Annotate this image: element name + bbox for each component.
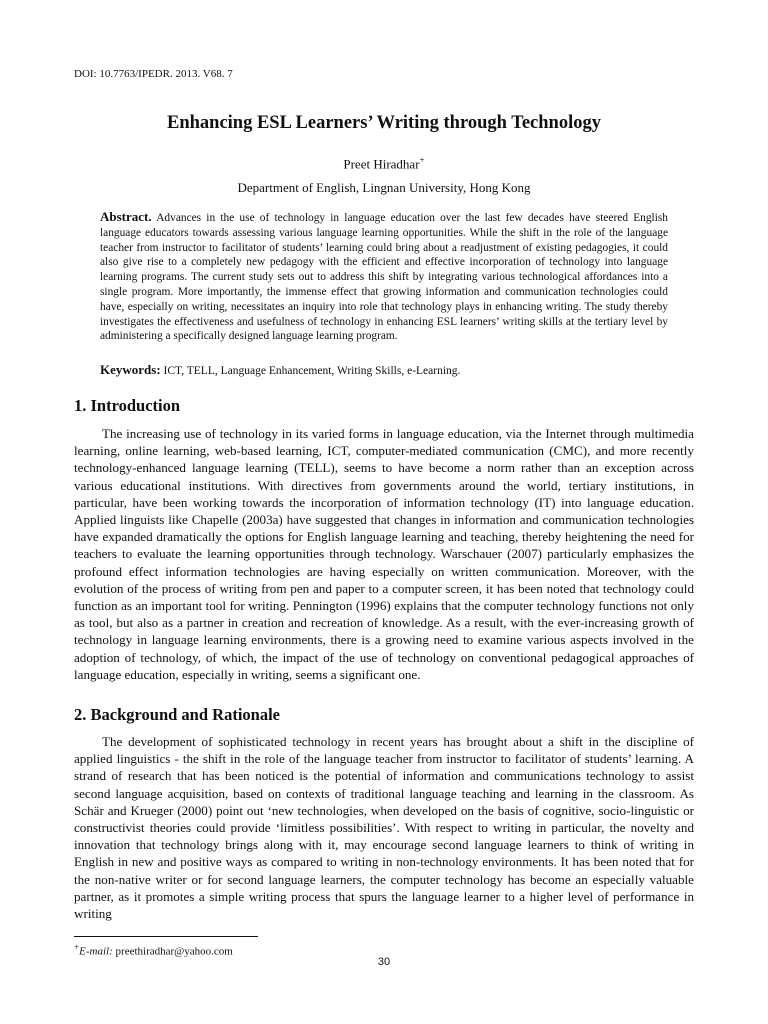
author-footnote-mark: + xyxy=(419,155,425,165)
footnote-label: E-mail: xyxy=(79,945,113,958)
author-name: Preet Hiradhar xyxy=(343,156,420,172)
keywords-label: Keywords: xyxy=(100,362,161,377)
section-body-background: The development of sophisticated technology in recent years has brought about a shift in the discipline of applied linguistics - the shift in the role of the language teacher from instructor to facilitator of students’ learning. A strand of research that has been noticed is the potential of information and communications technology to assist second language acquisition, based on contexts of traditional language teaching and learning in the classroom. As Schär and Krueger (2000) point out ‘new technologies, when developed on the basis of cognitive, socio-linguistic or constructivist theories could provide ‘limitless possibilities’. With respect to writing in particular, the novelty and innovation that technology brings along with it, may encourage second language learners to think of writing in English in new and positive ways as compared to writing in non-technology environments. It has been noted that for the non-native writer or for second language learners, the computer technology has become an especially valuable partner, as it promotes a simple writing process that spurs the language learner to a higher level of performance in writing xyxy=(74,734,694,922)
footnote-divider xyxy=(74,936,258,937)
affiliation: Department of English, Lingnan University, Hong Kong xyxy=(237,180,531,195)
keywords-text: ICT, TELL, Language Enhancement, Writing Skills, e-Learning. xyxy=(163,365,461,377)
abstract-label: Abstract. xyxy=(100,209,152,224)
page-number: 30 xyxy=(377,956,391,968)
section-heading-introduction: 1. Introduction xyxy=(74,396,181,415)
section-body-introduction: The increasing use of technology in its varied forms in language education, via the Internet through multimedia learning, online learning, web-based learning, ICT, computer-mediated communication (CMC), and more recently technology-enhanced language learning (TELL), seems to have become a norm rather than an exception across various educational institutions. With directives from governments around the world, tertiary institutions, in particular, have been working towards the incorporation of information technology (IT) into language education. Applied linguists like Chapelle (2003a) have suggested that changes in information and communication technologies have expanded dramatically the options for English language learning and teaching, thereby heightening the need for teachers to evaluate the learning opportunities through technology. Warschauer (2007) particularly emphasizes the profound effect information technologies are having especially on written communication. Moreover, with the evolution of the process of writing from pen and paper to a computer screen, it has been noted that technology could function as an important tool for writing. Pennington (1996) explains that the computer technology functions not only as tool, but also as a partner in creation and recreation of knowledge. As a result, with the ever-increasing growth of technology in language learning environments, there is a growing need to examine various aspects involved in the adoption of technology, of which, the impact of the use of technology on conventional pedagogical approaches of language education, especially in writing, seems a significant one. xyxy=(74,426,694,682)
doi-line: DOI: 10.7763/IPEDR. 2013. V68. 7 xyxy=(74,68,233,80)
section-heading-background: 2. Background and Rationale xyxy=(74,705,280,724)
author-line xyxy=(0,155,768,172)
footnote-mark: + xyxy=(74,942,80,952)
paper-title: Enhancing ESL Learners’ Writing through Technology xyxy=(166,113,601,133)
footnote-email: preethiradhar@yahoo.com xyxy=(115,945,233,958)
abstract xyxy=(100,210,668,344)
abstract-text: Advances in the use of technology in language education over the last few decades have steered English language educators towards assessing various language learning opportunities. While the shift in the role of the language teacher from instructor to facilitator of students’ learning could bring about a readjustment of existing pedagogies, it could also give rise to a completely new pedagogy with the efficient and effective incorporation of technology into language learning programs. The current study sets out to address this shift by integrating various technological affordances into a single program. More importantly, the immense effect that growing information and communication technologies could have, especially on writing, necessitates an inquiry into role that technology plays in enhancing writing. The study thereby investigates the effectiveness and usefulness of technology in enhancing ESL learners’ writing skills at the tertiary level by administering a specifically designed language learning program. xyxy=(100,212,668,343)
keywords xyxy=(100,362,668,378)
